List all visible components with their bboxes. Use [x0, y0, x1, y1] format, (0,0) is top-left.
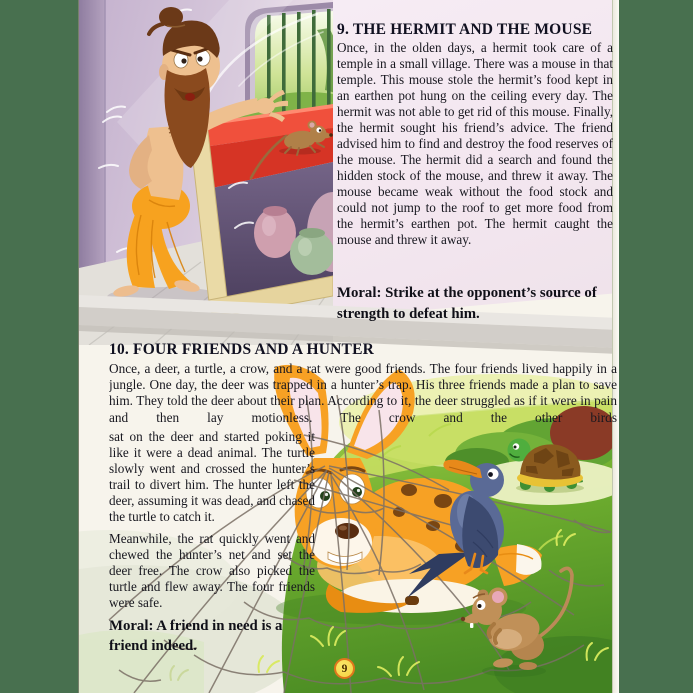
story10-moral: Moral: A friend in need is a friend indeed. — [109, 618, 283, 654]
page-right-edge — [612, 0, 619, 693]
page-number-badge — [334, 658, 355, 679]
story9-title: 9. THE HERMIT AND THE MOUSE — [337, 21, 593, 38]
story10-paragraph-2: Meanwhile, the rat quickly went and chewed the hunter’s net and set the deer free. The crow also picked the turtle and flew away. The four friends were safe. — [109, 531, 315, 610]
story9-body: Once, in the olden days, a hermit took care of a temple in a small village. There was a mouse in that temple. This mouse stole the hermit’s food kept in an earthen pot hung on the ceiling every day. The hermit was not able to get rid of this mouse. Finally, the hermit sought his friend’s advice. The friend advised him to find and destroy the food reserves of the mouse. The hermit did a search and found the hidden stock of the mouse, and threw it away. The mouse became weak without the food stock and could not jump to the roof to get more food from the hermit’s earthen pot. The hermit caught the mouse and threw it away. — [337, 40, 613, 247]
story10-left-column — [109, 429, 315, 656]
storybook-page — [78, 0, 618, 693]
story10-title: 10. FOUR FRIENDS AND A HUNTER — [109, 341, 375, 358]
story10-paragraph-full: Once, a deer, a turtle, a crow, and a rat were good friends. The four friends lived happily in a jungle. One day, the deer was trapped in a hunter’s trap. His three friends made a plan to save him. They told the deer about their plan. According to it, the deer struggled as if it were in pain and then lay motionless. The crow and the other birds — [109, 361, 617, 425]
page-number: 9 — [341, 662, 348, 675]
rat-tooth — [470, 623, 473, 628]
story9-moral: Moral: Strike at the opponent’s source of strength to defeat him. — [337, 285, 597, 322]
story10-paragraph-continuation: sat on the deer and started poking it like it were a dead animal. The turtle slowly went and crossed the hunter’s trail to divert him. The hunter left the deer, assuming it was dead, and chased the turtle to catch it. — [109, 429, 316, 524]
